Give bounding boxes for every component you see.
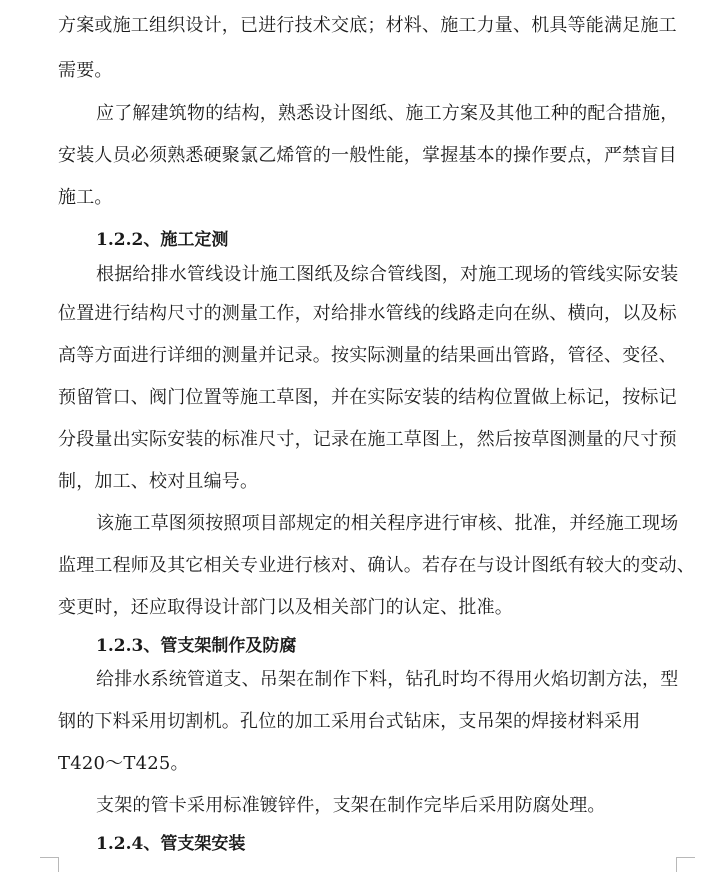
text-line: 方案或施工组织设计，已进行技术交底；材料、施工力量、机具等能满足施工 [58,15,677,36]
text-line: 钢的下料采用切割机。孔位的加工采用台式钻床，支吊架的焊接材料采用 [58,711,641,732]
text-line: 施工。 [58,187,113,208]
text-line: 监理工程师及其它相关专业进行核对、确认。若存在与设计图纸有较大的变动、 [58,555,695,576]
text-line: 高等方面进行详细的测量并记录。按实际测量的结果画出管路，管径、变径、 [58,345,677,366]
text-line: 变更时，还应取得设计部门以及相关部门的认定、批准。 [58,597,513,618]
text-line: 给排水系统管道支、吊架在制作下料，钻孔时均不得用火焰切割方法，型 [96,669,679,690]
text-line: 制，加工、校对且编号。 [58,471,259,492]
text-line: 该施工草图须按照项目部规定的相关程序进行审核、批准，并经施工现场 [96,513,679,534]
section-heading-1-2-3: 1.2.3、管支架制作及防腐 [96,636,297,656]
text-line: 支架的管卡采用标准镀锌件，支架在制作完毕后采用防腐处理。 [96,795,606,816]
text-line: 需要。 [58,60,113,81]
page-corner-mark-left [40,857,59,872]
section-heading-1-2-4: 1.2.4、管支架安装 [96,834,246,854]
text-line: 应了解建筑物的结构，熟悉设计图纸、施工方案及其他工种的配合措施， [96,103,679,124]
section-heading-1-2-2: 1.2.2、施工定测 [96,230,229,250]
text-line: 分段量出实际安装的标准尺寸，记录在施工草图上，然后按草图测量的尺寸预 [58,429,677,450]
text-line: 安装人员必须熟悉硬聚氯乙烯管的一般性能，掌握基本的操作要点，严禁盲目 [58,145,677,166]
text-line: 预留管口、阀门位置等施工草图，并在实际安装的结构位置做上标记，按标记 [58,387,677,408]
text-line: 位置进行结构尺寸的测量工作，对给排水管线的线路走向在纵、横向，以及标 [58,303,677,324]
text-line: 根据给排水管线设计施工图纸及综合管线图，对施工现场的管线实际安装 [96,264,679,285]
page-corner-mark-right [676,857,695,872]
text-line: T420～T425。 [58,753,189,774]
